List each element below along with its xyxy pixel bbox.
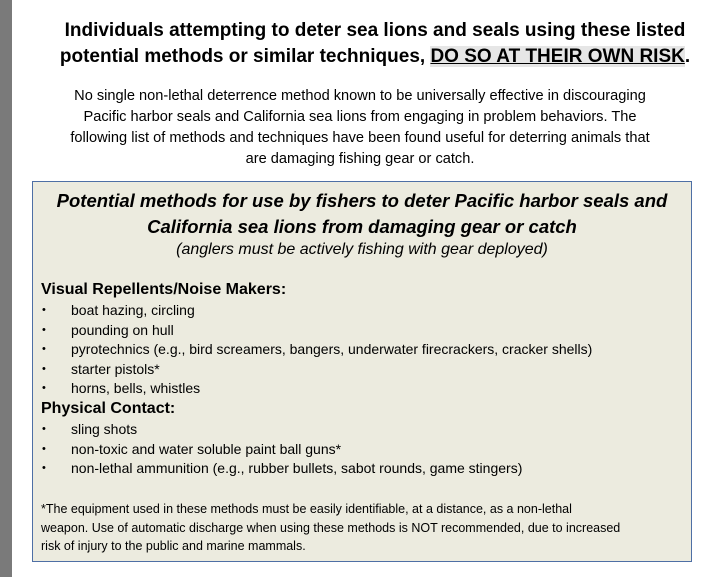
bullet-icon: • xyxy=(42,362,46,375)
list-item xyxy=(41,301,592,321)
list-item xyxy=(41,360,592,380)
intro-line: No single non-lethal deterrence method known to be universally effective in discouraging xyxy=(74,88,646,104)
heading-line-1: Individuals attempting to deter sea lions and seals using these listed xyxy=(64,20,686,41)
footnote-line: risk of injury to the public and marine mammals. xyxy=(41,539,306,553)
visual-repellents-list xyxy=(41,301,592,399)
intro-line: are damaging fishing gear or catch. xyxy=(245,151,475,167)
bullet-icon: • xyxy=(42,442,46,455)
panel-subtitle: (anglers must be actively fishing with gear deployed) xyxy=(176,241,548,258)
left-edge-bar xyxy=(0,0,12,577)
panel-title-line-2: California sea lions from damaging gear or catch xyxy=(147,216,577,237)
own-risk-text: DO SO AT THEIR OWN RISK xyxy=(430,46,685,67)
heading-line-2-prefix: potential methods or similar techniques, xyxy=(59,46,431,67)
list-item-text: non-lethal ammunition (e.g., rubber bullets, sabot rounds, game stingers) xyxy=(71,460,523,476)
bullet-icon: • xyxy=(42,323,46,336)
warning-heading xyxy=(40,18,710,70)
list-item-text: starter pistols* xyxy=(71,360,160,377)
list-item xyxy=(41,440,522,460)
list-item xyxy=(41,459,522,479)
intro-line: Pacific harbor seals and California sea lions from engaging in problem behaviors. The xyxy=(83,109,637,125)
equipment-footnote xyxy=(41,500,681,556)
bullet-icon: • xyxy=(42,382,46,394)
list-item-text: pounding on hull xyxy=(71,321,174,338)
panel-title-line-1: Potential methods for use by fishers to deter Pacific harbor seals and xyxy=(56,190,668,211)
list-item xyxy=(41,420,522,440)
bullet-icon: • xyxy=(42,423,46,435)
heading-period: . xyxy=(684,46,691,67)
list-item xyxy=(41,340,592,360)
list-item-text: pyrotechnics (e.g., bird screamers, bangers, underwater firecrackers, cracker shells) xyxy=(71,341,593,357)
section-heading-visual-repellents: Visual Repellents/Noise Makers: xyxy=(41,281,287,298)
physical-contact-list xyxy=(41,420,522,479)
footnote-line: weapon. Use of automatic discharge when using these methods is NOT recommended, due to increased xyxy=(41,520,621,535)
bullet-icon: • xyxy=(42,343,46,355)
section-heading-physical-contact: Physical Contact: xyxy=(41,400,176,417)
list-item xyxy=(41,379,592,399)
list-item xyxy=(41,321,592,341)
list-item-text: sling shots xyxy=(71,421,138,437)
intro-line: following list of methods and techniques have been found useful for deterring animals that xyxy=(70,130,650,146)
bullet-icon: • xyxy=(42,462,46,474)
panel-title xyxy=(33,188,691,240)
methods-panel xyxy=(32,181,692,562)
intro-paragraph xyxy=(30,86,690,170)
list-item-text: horns, bells, whistles xyxy=(71,380,201,396)
footnote-line: *The equipment used in these methods must be easily identifiable, at a distance, as a non-lethal xyxy=(41,502,572,516)
list-item-text: non-toxic and water soluble paint ball guns* xyxy=(71,440,342,457)
heading-line-2 xyxy=(40,44,710,70)
list-item-text: boat hazing, circling xyxy=(71,302,195,318)
bullet-icon: • xyxy=(42,304,46,316)
